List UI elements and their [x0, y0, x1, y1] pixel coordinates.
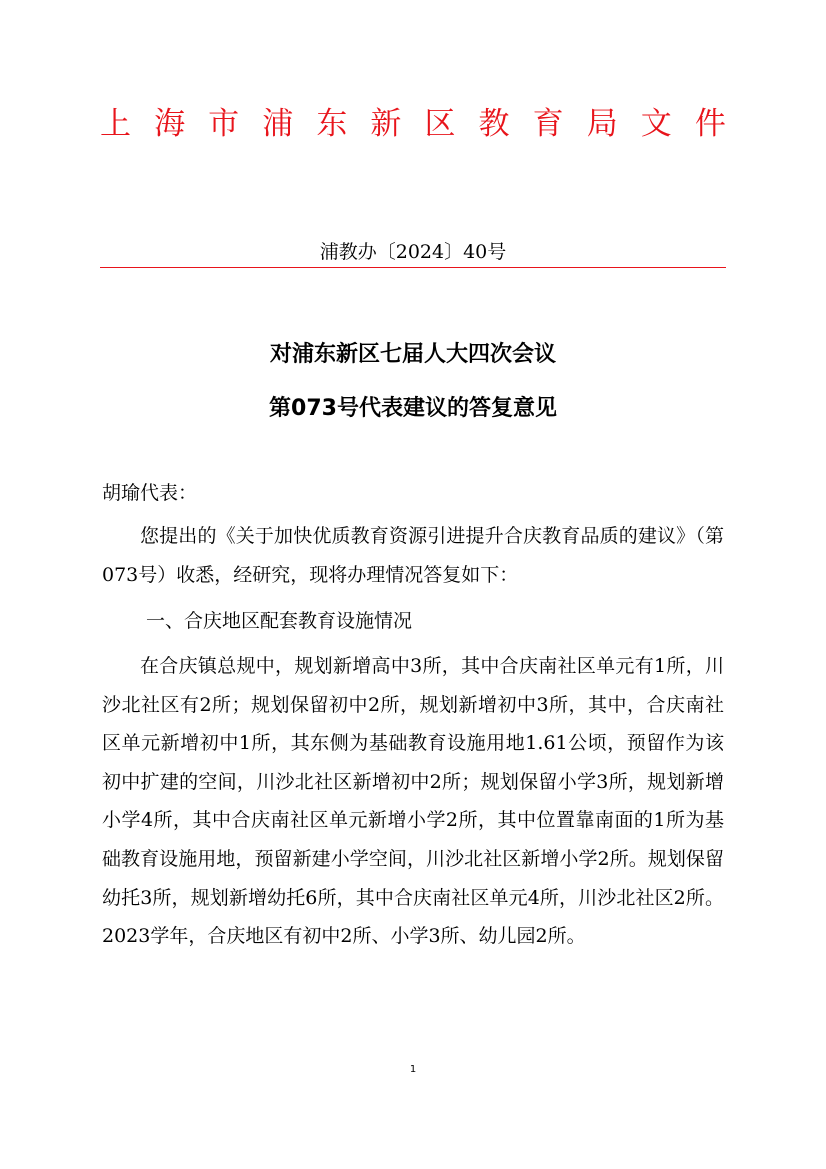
salutation: 胡瑜代表：: [102, 482, 198, 504]
masthead-char: 上: [100, 106, 131, 142]
document-number: 浦教办〔2024〕40号: [319, 241, 507, 263]
paragraph-facilities: 在合庆镇总规中，规划新增高中3所，其中合庆南社区单元有1所，川沙北社区有2所；规划保留初中2所，规划新增初中3所，其中，合庆南社区单元新增初中1所，其东侧为基础教育设施用地1.61公顷，预留作为该初中扩建的空间，川沙北社区新增初中2所；规划保留小学3所，规划新增小学4所，其中合庆南社区单元新增小学2所，其中位置靠南面的1所为基础教育设施用地，预留新建小学空间，川沙北社区新增小学2所。规划保留幼托3所，规划新增幼托6所，其中合庆南社区单元4所，川沙北社区2所。2023学年，合庆地区有初中2所、小学3所、幼儿园2所。: [102, 655, 724, 948]
masthead-char: 育: [532, 106, 564, 142]
red-divider-line: [100, 267, 726, 268]
masthead-char: 新: [370, 106, 402, 142]
masthead-char: 市: [208, 106, 240, 142]
masthead-char: 浦: [262, 106, 294, 142]
page-number: 1: [409, 1064, 417, 1075]
masthead-char: 文: [640, 106, 672, 142]
masthead-char: 东: [316, 106, 348, 142]
section-heading-1: 一、合庆地区配套教育设施情况: [146, 610, 413, 632]
masthead-char: 件: [694, 106, 726, 142]
masthead-char: 海: [154, 106, 186, 142]
masthead-char: 教: [478, 106, 510, 142]
document-title-line1: 对浦东新区七届人大四次会议: [269, 342, 556, 367]
document-title-line2: 第073号代表建议的答复意见: [269, 396, 557, 421]
masthead-char: 区: [424, 106, 456, 142]
masthead-char: 局: [586, 106, 618, 142]
document-masthead: [100, 100, 726, 148]
paragraph-intro: 您提出的《关于加快优质教育资源引进提升合庆教育品质的建议》（第073号）收悉，经研究，现将办理情况答复如下：: [102, 525, 724, 586]
